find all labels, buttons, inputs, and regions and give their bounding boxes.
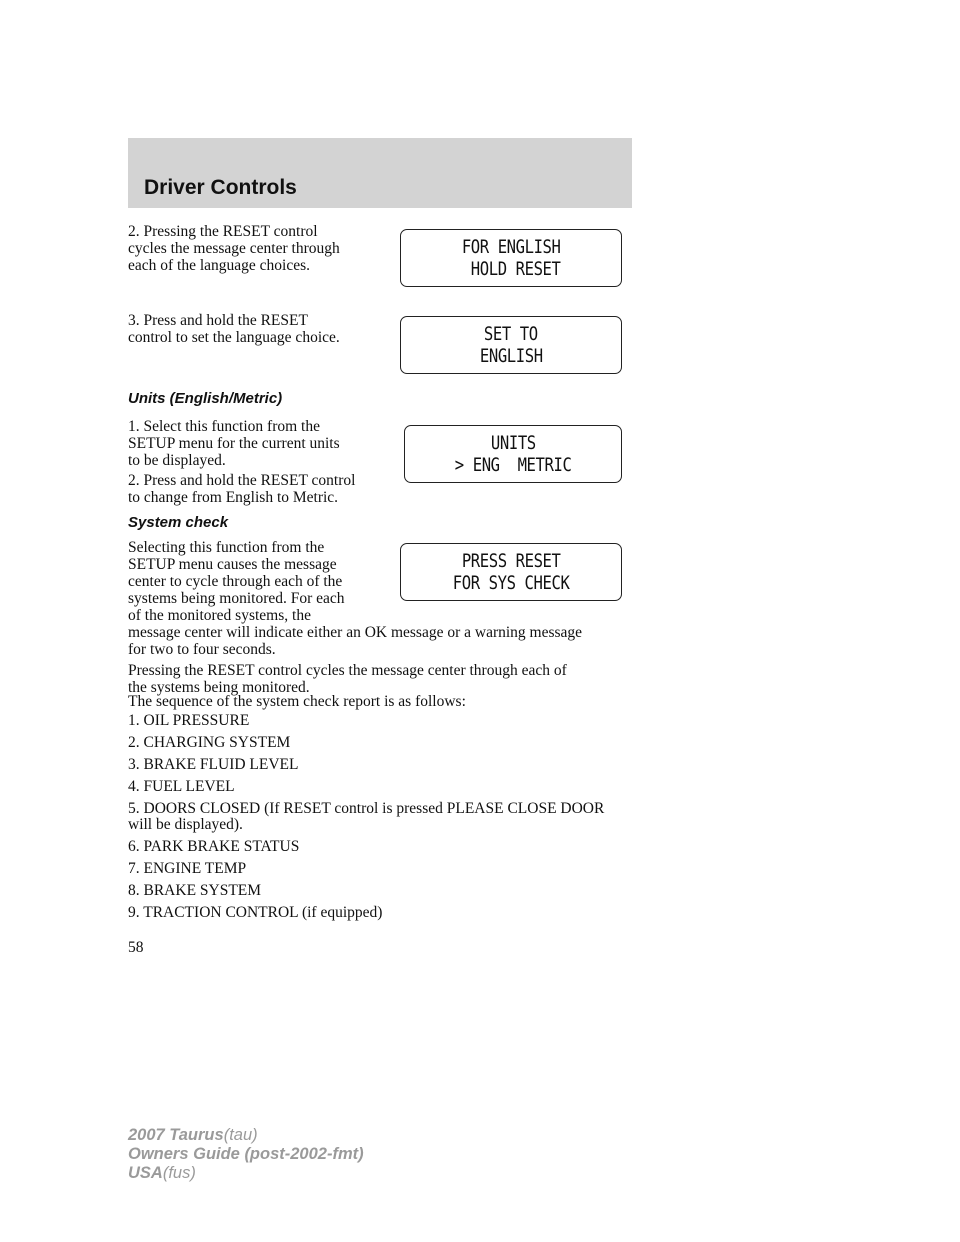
- footer-model: 2007 Taurus(tau): [128, 1126, 258, 1144]
- document-footer: [128, 1126, 364, 1183]
- section-title: Driver Controls: [144, 176, 297, 199]
- list-item-continued: will be displayed).: [128, 816, 243, 833]
- footer-guide: Owners Guide (post-2002-fmt): [128, 1145, 364, 1163]
- list-item: 9. TRACTION CONTROL (if equipped): [128, 904, 383, 921]
- units-step-1: 1. Select this function from the SETUP menu for the current units to be displayed.: [128, 418, 340, 469]
- section-header: [128, 138, 632, 208]
- lcd-display-sys-check: PRESS RESET FOR SYS CHECK: [400, 543, 622, 601]
- list-item: 6. PARK BRAKE STATUS: [128, 838, 300, 855]
- list-item: 8. BRAKE SYSTEM: [128, 882, 262, 899]
- list-item: 3. BRAKE FLUID LEVEL: [128, 756, 299, 773]
- units-heading: Units (English/Metric): [128, 390, 283, 407]
- list-item: 1. OIL PRESSURE: [128, 712, 250, 729]
- list-item: 7. ENGINE TEMP: [128, 860, 247, 877]
- lcd-display-set-to-english: SET TO ENGLISH: [400, 316, 622, 374]
- footer-market: USA(fus): [128, 1164, 196, 1182]
- units-step-2: 2. Press and hold the RESET control to change from English to Metric.: [128, 472, 356, 506]
- language-step-3: 3. Press and hold the RESET control to set the language choice.: [128, 312, 340, 346]
- system-check-para-3: The sequence of the system check report is as follows:: [128, 693, 466, 710]
- lcd-display-units: UNITS > ENG METRIC: [404, 425, 622, 483]
- language-step-2: 2. Pressing the RESET control cycles the message center through each of the language choices.: [128, 223, 340, 274]
- list-item: 4. FUEL LEVEL: [128, 778, 235, 795]
- list-item: 5. DOORS CLOSED (If RESET control is pressed PLEASE CLOSE DOOR: [128, 800, 605, 817]
- system-check-heading: System check: [128, 514, 229, 531]
- system-check-intro: Selecting this function from the SETUP menu causes the message center to cycle through each of the systems being monitored. For each of the monitored systems, the message center will indicate either an OK message or a warning message for two to four seconds.: [128, 539, 583, 658]
- list-item: 2. CHARGING SYSTEM: [128, 734, 291, 751]
- system-check-para-2: Pressing the RESET control cycles the message center through each of the systems being monitored.: [128, 662, 567, 696]
- page-number: 58: [128, 939, 144, 956]
- lcd-display-for-english: FOR ENGLISH HOLD RESET: [400, 229, 622, 287]
